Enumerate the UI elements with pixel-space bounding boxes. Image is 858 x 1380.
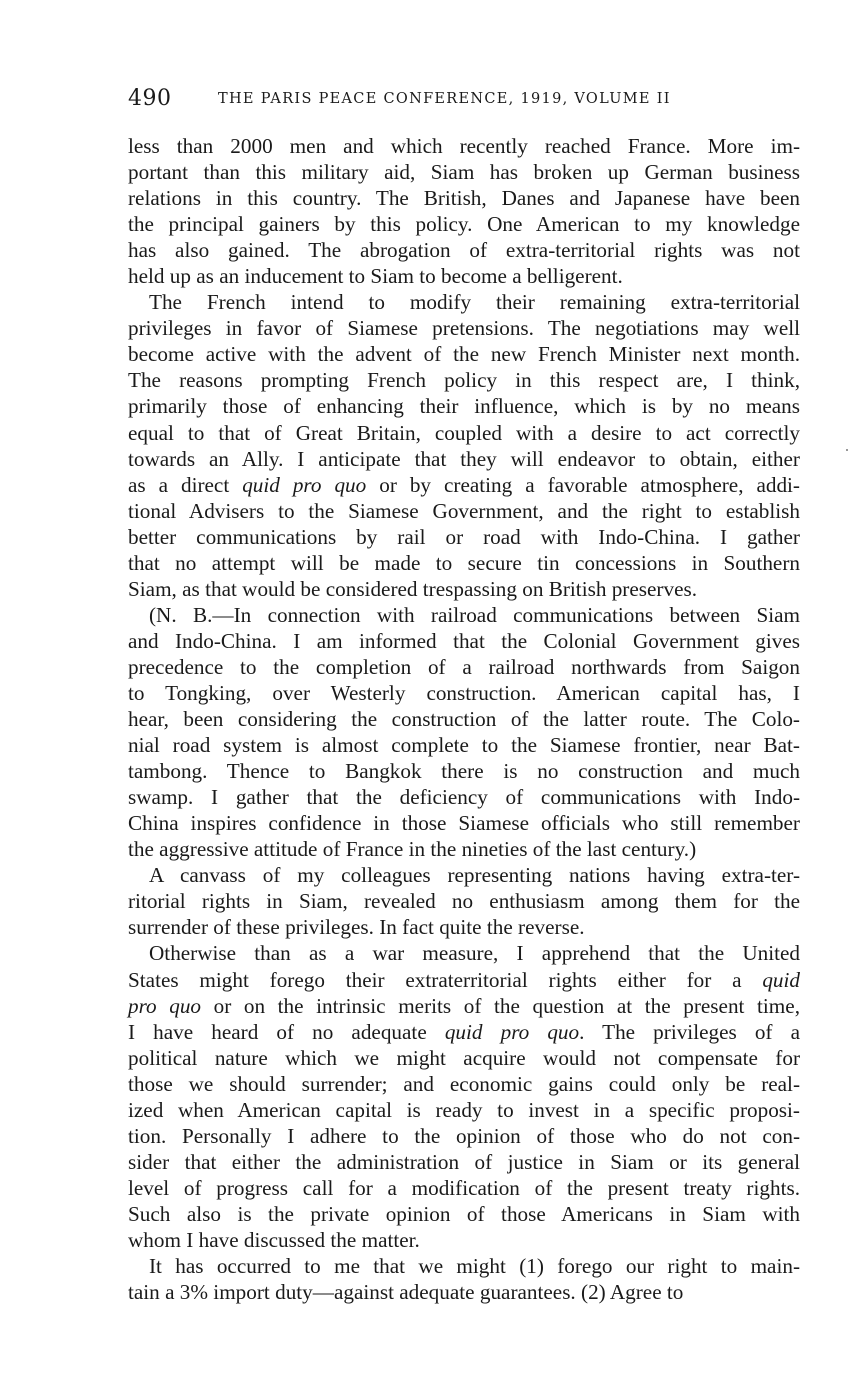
text-line: A canvass of my colleagues representing nations having extra-ter- bbox=[149, 863, 800, 888]
text-line: Otherwise than as a war measure, I apprehend that the United bbox=[149, 941, 800, 966]
paragraph bbox=[128, 1253, 800, 1305]
text-line: relations in this country. The British, Danes and Japanese have been bbox=[128, 186, 800, 211]
text-line: those we should surrender; and economic gains could only be real- bbox=[128, 1071, 800, 1096]
paragraph bbox=[128, 133, 800, 289]
text-line: It has occurred to me that we might (1) forego our right to main- bbox=[149, 1254, 800, 1279]
running-head bbox=[128, 86, 808, 116]
page-number: 490 bbox=[128, 86, 172, 111]
text-line: States might forego their extraterritorial rights either for a quid bbox=[128, 967, 800, 992]
text-line: tain a 3% import duty—against adequate guarantees. (2) Agree to bbox=[128, 1280, 684, 1305]
text-line: swamp. I gather that the deficiency of communications with Indo- bbox=[128, 785, 800, 810]
text-line: The reasons prompting French policy in this respect are, I think, bbox=[128, 368, 800, 393]
text-line: the principal gainers by this policy. One American to my knowledge bbox=[128, 212, 800, 237]
paragraph bbox=[128, 940, 800, 1253]
text-line: towards an Ally. I anticipate that they will endeavor to obtain, either bbox=[128, 446, 800, 471]
paragraph bbox=[128, 602, 800, 862]
text-line: hear, been considering the construction of the latter route. The Colo- bbox=[128, 707, 800, 732]
text-line: has also gained. The abrogation of extra-territorial rights was not bbox=[128, 238, 800, 263]
text-line: to Tongking, over Westerly construction. American capital has, I bbox=[128, 680, 800, 705]
italic-phrase: pro quo bbox=[128, 993, 202, 1018]
text-line: ized when American capital is ready to invest in a specific proposi- bbox=[128, 1097, 800, 1122]
italic-phrase: quid bbox=[762, 967, 800, 992]
italic-phrase: quid pro quo bbox=[444, 1019, 580, 1044]
text-line: nial road system is almost complete to the Siamese frontier, near Bat- bbox=[128, 733, 800, 758]
text-line: privileges in favor of Siamese pretensions. The negotiations may well bbox=[128, 316, 800, 341]
text-line: (N. B.—In connection with railroad communications between Siam bbox=[149, 602, 800, 627]
text-line: tion. Personally I adhere to the opinion of those who do not con- bbox=[128, 1123, 800, 1148]
text-line: political nature which we might acquire would not compensate for bbox=[128, 1045, 800, 1070]
margin-mark bbox=[846, 449, 848, 451]
text-line: ritorial rights in Siam, revealed no enthusiasm among them for the bbox=[128, 889, 800, 914]
text-line: tional Advisers to the Siamese Government, and the right to establish bbox=[128, 498, 800, 523]
text-line: I have heard of no adequate quid pro quo. The privileges of a bbox=[128, 1019, 800, 1044]
text-line: pro quo or on the intrinsic merits of the question at the present time, bbox=[128, 993, 800, 1018]
text-line: better communications by rail or road with Indo-China. I gather bbox=[128, 524, 800, 549]
text-line: Such also is the private opinion of those Americans in Siam with bbox=[128, 1201, 800, 1226]
body-text bbox=[128, 133, 800, 1305]
text-line: less than 2000 men and which recently reached France. More im- bbox=[128, 134, 800, 158]
paragraph bbox=[128, 862, 800, 940]
paragraph bbox=[128, 289, 800, 602]
text-line: sider that either the administration of justice in Siam or its general bbox=[128, 1149, 800, 1174]
text-line: equal to that of Great Britain, coupled with a desire to act correctly bbox=[128, 420, 800, 445]
text-line: The French intend to modify their remaining extra-territorial bbox=[149, 290, 800, 315]
text-line: primarily those of enhancing their influence, which is by no means bbox=[128, 394, 800, 419]
running-title: THE PARIS PEACE CONFERENCE, 1919, VOLUME II bbox=[218, 91, 671, 107]
text-line: Siam, as that would be considered trespassing on British preserves. bbox=[128, 576, 698, 601]
text-line: whom I have discussed the matter. bbox=[128, 1227, 420, 1252]
text-line: tambong. Thence to Bangkok there is no construction and much bbox=[128, 759, 800, 784]
text-line: become active with the advent of the new French Minister next month. bbox=[128, 342, 800, 367]
text-line: precedence to the completion of a railroad northwards from Saigon bbox=[128, 654, 800, 679]
italic-phrase: quid pro quo bbox=[242, 472, 367, 497]
text-line: portant than this military aid, Siam has broken up German business bbox=[128, 160, 800, 185]
text-line: as a direct quid pro quo or by creating a favorable atmosphere, addi- bbox=[128, 472, 800, 497]
text-line: level of progress call for a modification of the present treaty rights. bbox=[128, 1175, 800, 1200]
text-line: that no attempt will be made to secure tin concessions in Southern bbox=[128, 550, 800, 575]
text-line: China inspires confidence in those Siamese officials who still remember bbox=[128, 811, 800, 836]
text-line: and Indo-China. I am informed that the Colonial Government gives bbox=[128, 628, 800, 653]
text-line: held up as an inducement to Siam to become a belligerent. bbox=[128, 264, 623, 289]
text-line: the aggressive attitude of France in the nineties of the last century.) bbox=[128, 837, 697, 862]
text-line: surrender of these privileges. In fact quite the reverse. bbox=[128, 915, 585, 940]
